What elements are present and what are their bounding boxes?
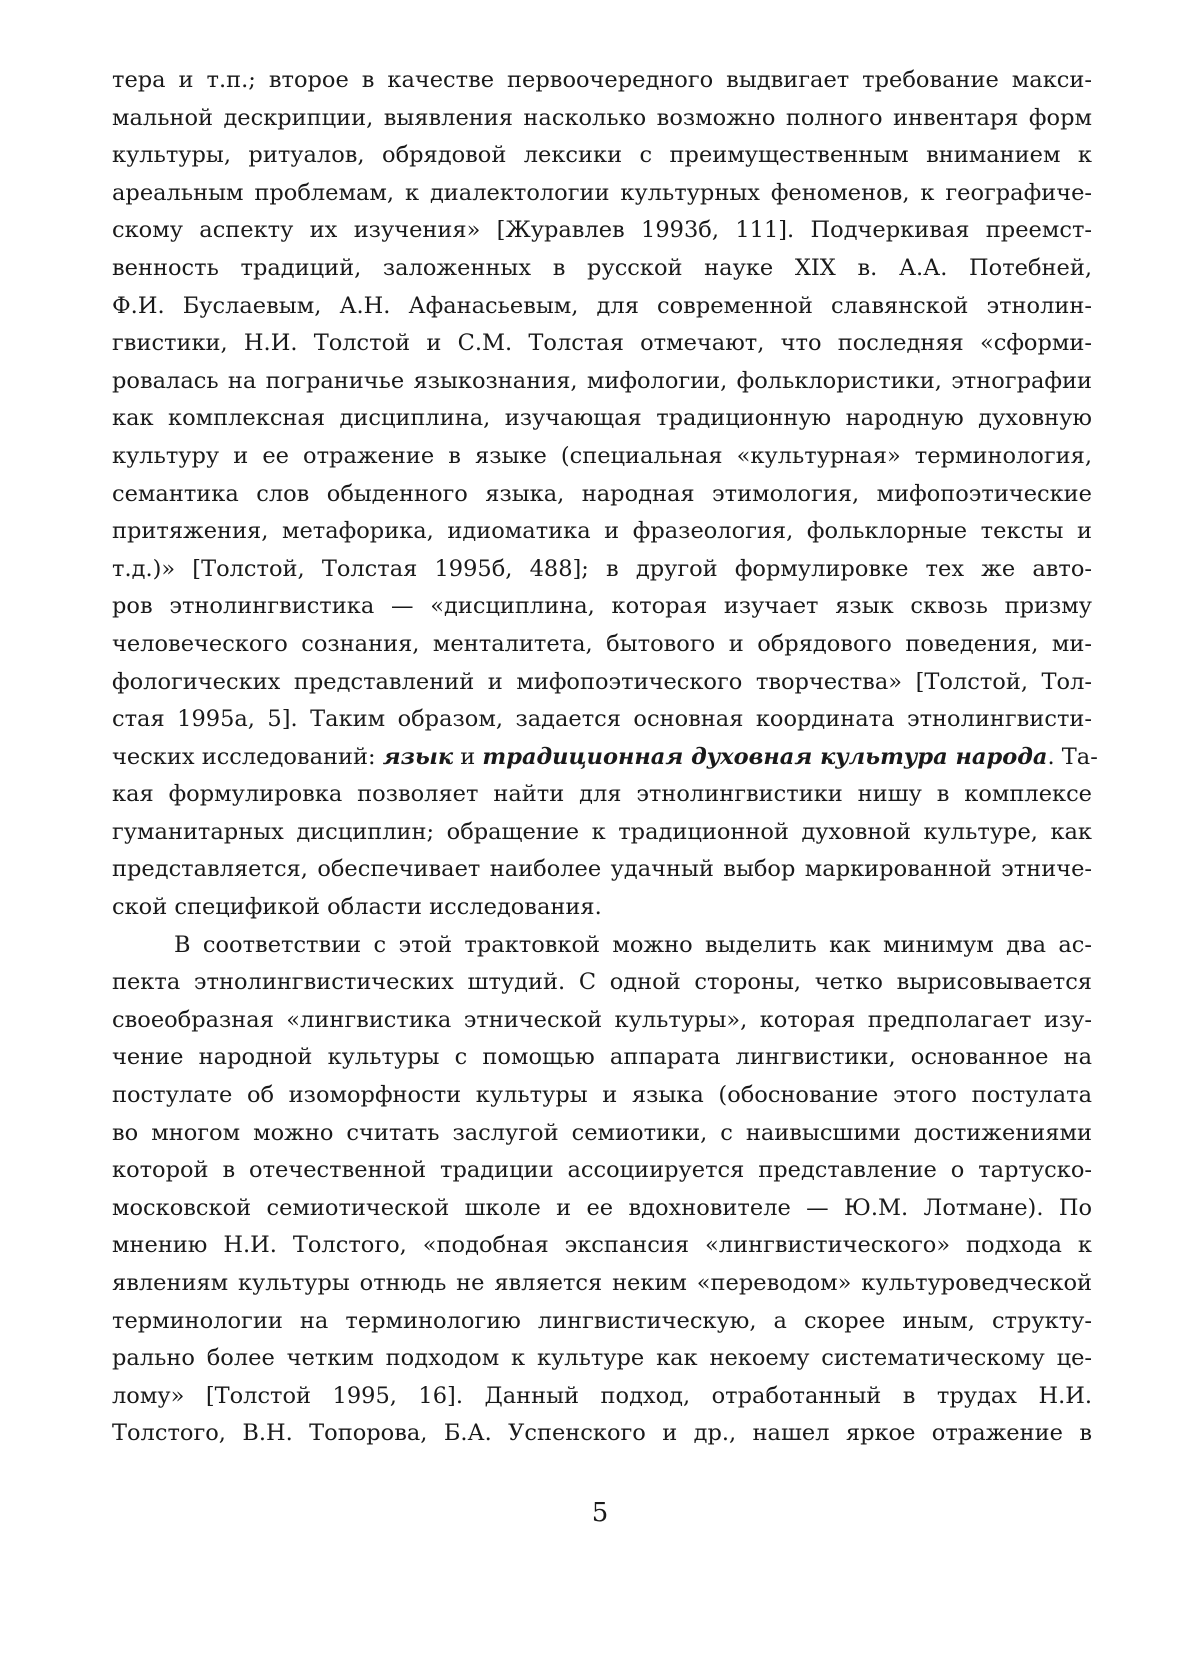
text-line: московской семиотической школе и ее вдохновителе — Ю.М. Лотмане). По bbox=[112, 1194, 1092, 1221]
text-line: рально более четким подходом к культуре как некоему систематическому це- bbox=[112, 1345, 1092, 1372]
text-line: пекта этнолингвистических штудий. С одной стороны, четко вырисовывается bbox=[112, 969, 1092, 996]
text-line: притяжения, метафорика, идиоматика и фразеология, фольклорные тексты и bbox=[112, 518, 1092, 545]
text-line: ской спецификой области исследования. bbox=[112, 894, 602, 921]
text-line: Ф.И. Буслаевым, А.Н. Афанасьевым, для современной славянской этнолин- bbox=[112, 292, 1092, 319]
text-line: как комплексная дисциплина, изучающая традиционную народную духовную bbox=[112, 405, 1092, 432]
text-line: которой в отечественной традиции ассоциируется представление о тартуско- bbox=[112, 1157, 1092, 1184]
paragraph-1 bbox=[112, 62, 1098, 927]
text-fragment: ческих исследований: bbox=[112, 743, 383, 770]
body-text bbox=[112, 62, 1098, 1453]
emphasis-term-language: язык bbox=[382, 743, 454, 770]
text-line: человеческого сознания, менталитета, бытового и обрядового поведения, ми- bbox=[112, 630, 1092, 657]
text-line: своеобразная «лингвистика этнической культуры», которая предполагает изу- bbox=[112, 1006, 1092, 1033]
text-line: терминологии на терминологию лингвистическую, а скорее иным, структу- bbox=[112, 1307, 1092, 1334]
text-line: ровалась на пограничье языкознания, мифологии, фольклористики, этнографии bbox=[112, 367, 1092, 394]
text-line: ров этнолингвистика — «дисциплина, которая изучает язык сквозь призму bbox=[112, 593, 1092, 620]
text-line: культуру и ее отражение в языке (специальная «культурная» терминология, bbox=[112, 442, 1092, 469]
text-fragment: . Та- bbox=[1047, 743, 1098, 770]
text-line: т.д.)» [Толстой, Толстая 1995б, 488]; в другой формулировке тех же авто- bbox=[112, 555, 1092, 582]
text-line: во многом можно считать заслугой семиотики, с наивысшими достижениями bbox=[112, 1119, 1092, 1146]
text-line: лому» [Толстой 1995, 16]. Данный подход, отработанный в трудах Н.И. bbox=[112, 1382, 1092, 1409]
text-line: стая 1995а, 5]. Таким образом, задается основная координата этнолингвисти- bbox=[112, 706, 1092, 733]
text-line: постулате об изоморфности культуры и языка (обоснование этого постулата bbox=[112, 1082, 1092, 1109]
text-line: венность традиций, заложенных в русской науке XIX в. А.А. Потебней, bbox=[112, 254, 1092, 281]
text-line: скому аспекту их изучения» [Журавлев 1993б, 111]. Подчеркивая преемст- bbox=[112, 217, 1092, 244]
text-line: явлениям культуры отнюдь не является неким «переводом» культуроведческой bbox=[112, 1270, 1092, 1296]
page-number: 5 bbox=[591, 1498, 609, 1528]
text-line: ареальным проблемам, к диалектологии культурных феноменов, к географиче- bbox=[112, 179, 1092, 206]
paragraph-2 bbox=[112, 927, 1092, 1453]
text-line: чение народной культуры с помощью аппарата лингвистики, основанное на bbox=[112, 1044, 1092, 1071]
text-line: культуры, ритуалов, обрядовой лексики с преимущественным вниманием к bbox=[112, 142, 1092, 169]
emphasis-line bbox=[112, 739, 1098, 777]
text-line: тера и т.п.; второе в качестве первоочередного выдвигает требование макси- bbox=[112, 67, 1092, 93]
text-line: В соответствии с этой трактовкой можно выделить как минимум два ас- bbox=[174, 931, 1092, 958]
text-line: фологических представлений и мифопоэтического творчества» [Толстой, Тол- bbox=[112, 668, 1092, 695]
text-line: кая формулировка позволяет найти для этнолингвистики нишу в комплексе bbox=[112, 781, 1092, 808]
emphasis-term-culture: традиционная духовная культура народа bbox=[482, 743, 1048, 770]
text-fragment: и bbox=[453, 743, 483, 770]
text-line: представляется, обеспечивает наиболее удачный выбор маркированной этниче- bbox=[112, 856, 1092, 883]
text-line: семантика слов обыденного языка, народная этимология, мифопоэтические bbox=[112, 480, 1092, 507]
text-line: мальной дескрипции, выявления насколько возможно полного инвентаря форм bbox=[112, 104, 1092, 131]
text-line: гуманитарных дисциплин; обращение к традиционной духовной культуре, как bbox=[112, 818, 1092, 845]
text-line: мнению Н.И. Толстого, «подобная экспансия «лингвистического» подхода к bbox=[112, 1232, 1092, 1259]
text-line: Толстого, В.Н. Топорова, Б.А. Успенского и др., нашел яркое отражение в bbox=[112, 1420, 1092, 1447]
text-line: гвистики, Н.И. Толстой и С.М. Толстая отмечают, что последняя «сформи- bbox=[112, 330, 1092, 357]
